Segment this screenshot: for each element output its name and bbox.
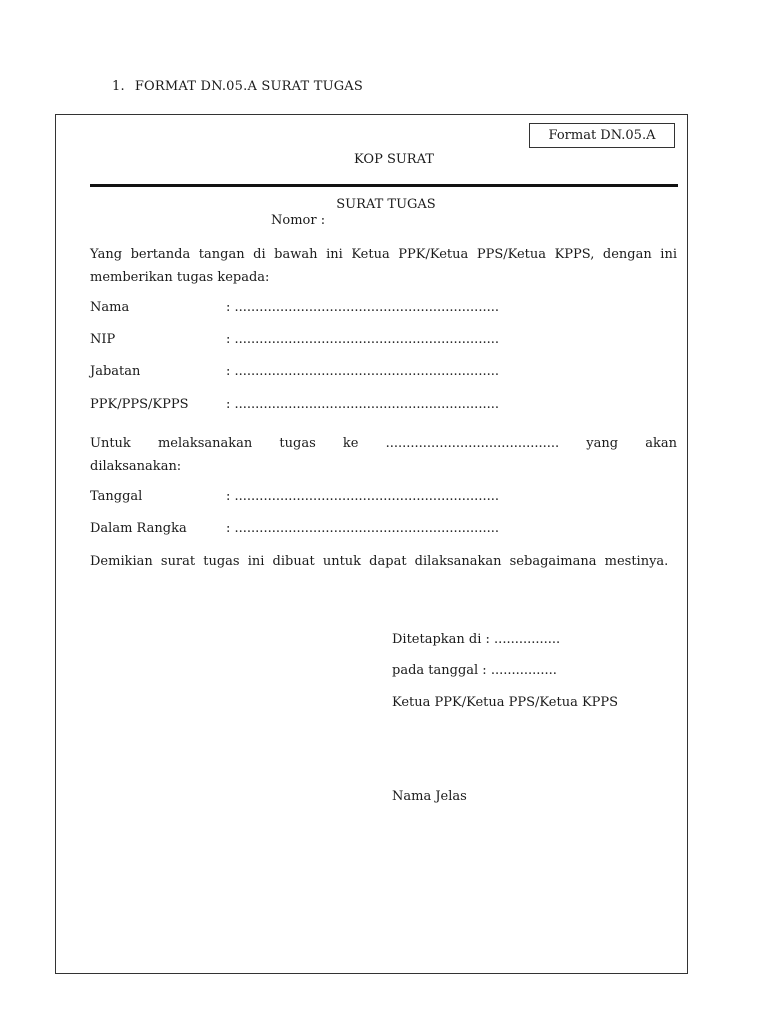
section-title: FORMAT DN.05.A SURAT TUGAS	[134, 79, 363, 94]
task-word: tugas	[279, 436, 316, 451]
task-word: ke	[342, 436, 359, 451]
letterhead-placeholder: KOP SURAT	[354, 152, 434, 167]
field-label: Jabatan	[90, 364, 141, 379]
task-word: melaksanakan	[157, 436, 253, 451]
field-label: PPK/PPS/KPPS	[90, 397, 189, 412]
field-dalam-rangka	[90, 521, 499, 536]
field-value: : ................................................................	[226, 521, 499, 536]
field-value: : ................................................................	[226, 364, 499, 379]
signature-position: Ketua PPK/Ketua PPS/Ketua KPPS	[392, 695, 619, 710]
field-jabatan	[90, 364, 499, 379]
field-nip	[90, 332, 499, 347]
task-word: akan	[645, 436, 677, 451]
closing-paragraph: Demikian surat tugas ini dibuat untuk dapat dilaksanakan sebagaimana mestinya.	[90, 554, 669, 569]
section-number: 1.	[112, 79, 125, 94]
document-title: SURAT TUGAS	[336, 197, 436, 212]
letterhead-divider	[90, 184, 678, 187]
task-paragraph	[90, 432, 677, 478]
section-heading	[112, 79, 363, 94]
field-nama	[90, 300, 499, 315]
field-label: Nama	[90, 300, 130, 315]
field-value: : ................................................................	[226, 300, 499, 315]
task-line2: dilaksanakan:	[90, 459, 182, 474]
task-word: yang	[586, 436, 619, 451]
field-ppk-pps-kpps	[90, 397, 499, 412]
field-value: : ................................................................	[226, 397, 499, 412]
field-label: Tanggal	[90, 489, 143, 504]
field-label: Dalam Rangka	[90, 521, 187, 536]
format-label-box: Format DN.05.A	[529, 123, 675, 148]
field-tanggal	[90, 489, 499, 504]
task-word: Untuk	[90, 436, 131, 451]
signature-name: Nama Jelas	[392, 789, 467, 804]
task-blank: ..........................................	[385, 436, 560, 451]
document-number-label: Nomor :	[271, 213, 326, 228]
field-value: : ................................................................	[226, 489, 499, 504]
intro-paragraph: Yang bertanda tangan di bawah ini Ketua PPK/Ketua PPS/Ketua KPPS, dengan ini memberikan tugas kepada:	[90, 247, 677, 285]
signature-place: Ditetapkan di : ................	[392, 632, 561, 647]
field-label: NIP	[90, 332, 116, 347]
field-value: : ................................................................	[226, 332, 499, 347]
signature-date: pada tanggal : ................	[392, 663, 557, 678]
